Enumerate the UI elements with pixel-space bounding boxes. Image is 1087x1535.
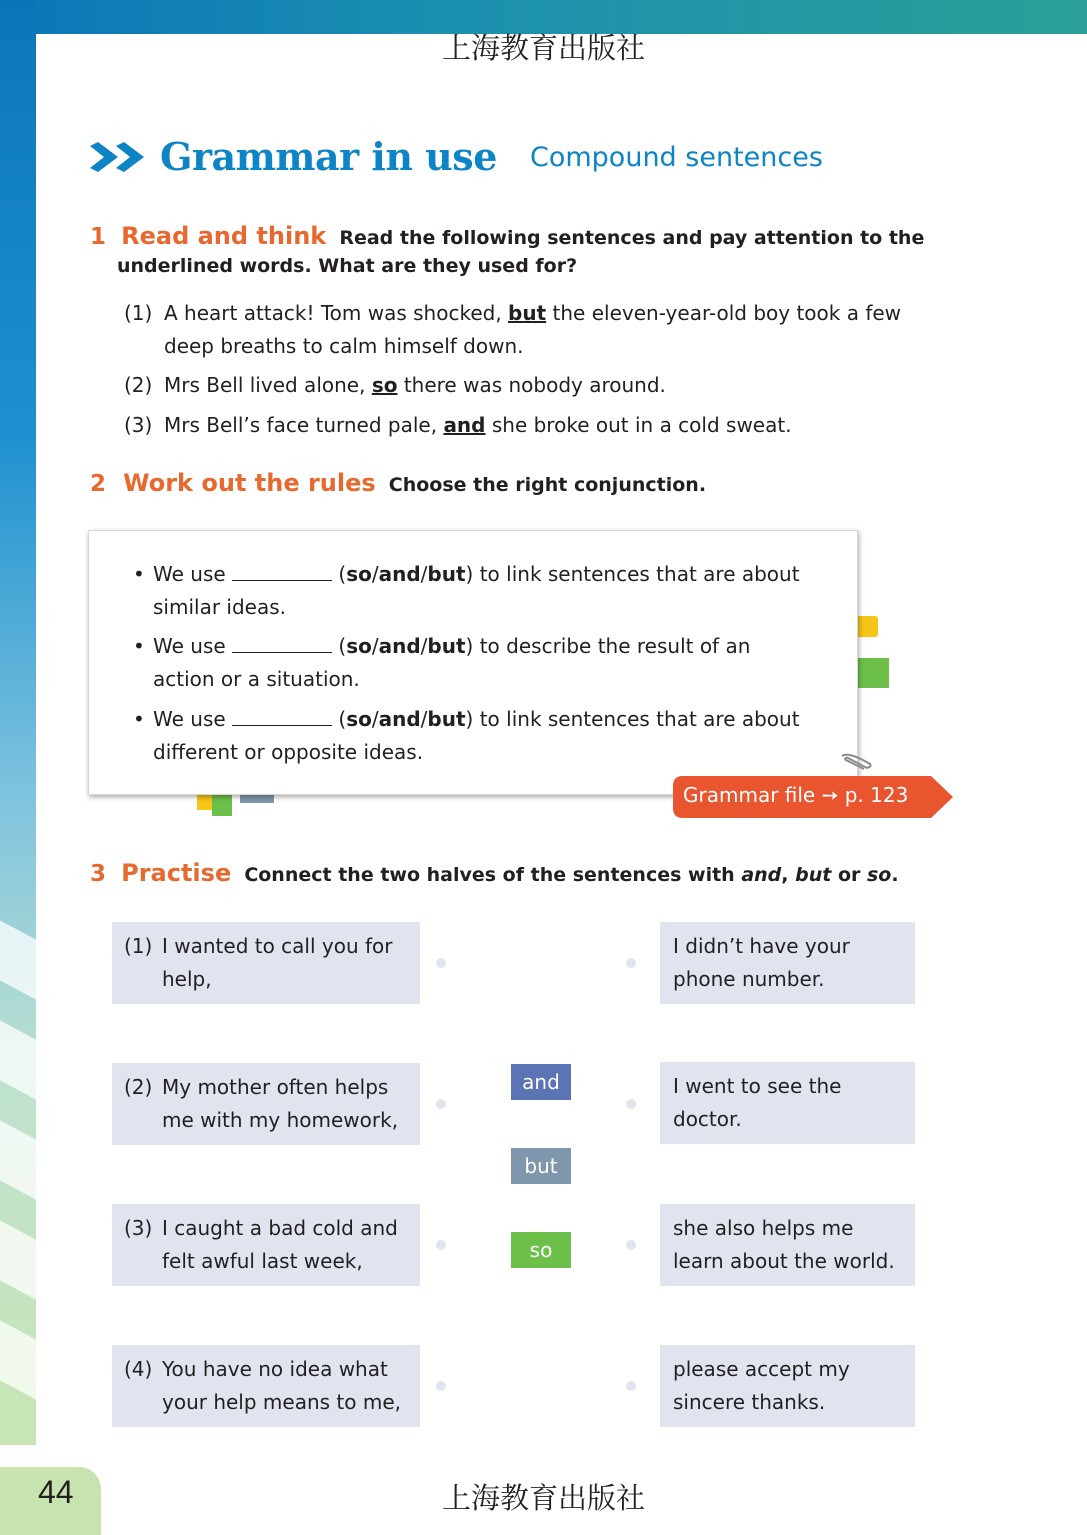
left-color-band: [0, 0, 36, 1445]
answer-blank[interactable]: [232, 632, 332, 653]
match-dot-left[interactable]: [436, 958, 446, 968]
underlined-conjunction: and: [443, 413, 486, 437]
rule-item: • We use (so/and/but) to link sentences that are about different or opposite ideas.: [153, 703, 833, 769]
choice-word: but: [427, 634, 466, 658]
section-number: 2: [90, 471, 107, 497]
publisher-watermark-bottom: 上海教育出版社: [441, 1481, 645, 1515]
card-line: your help means to me,: [162, 1390, 401, 1414]
rule-text: We use: [153, 707, 226, 731]
card-line: You have no idea what: [162, 1357, 388, 1381]
choice-word: and: [378, 562, 421, 586]
sentence-text: she broke out in a cold sweat.: [485, 413, 792, 437]
sentence-text: deep breaths to calm himself down.: [164, 334, 524, 358]
instruction-text: ,: [781, 864, 796, 886]
card-line: My mother often helps: [162, 1075, 389, 1099]
paperclip-icon: [838, 750, 874, 772]
section-instruction: [244, 864, 898, 886]
bullet: •: [133, 562, 145, 586]
right-half-card[interactable]: [660, 1345, 915, 1427]
conjunction-chip-so[interactable]: so: [511, 1232, 571, 1268]
band-stripe: [0, 1020, 36, 1099]
choice-word: but: [427, 562, 466, 586]
rule-text: We use: [153, 634, 226, 658]
bullet: •: [133, 707, 145, 731]
card-text: [673, 1212, 913, 1278]
right-half-card[interactable]: [660, 1062, 915, 1144]
example-sentence: [124, 409, 944, 442]
sentence-text: Mrs Bell lived alone,: [164, 373, 372, 397]
section-title: Work out the rules: [123, 469, 376, 497]
match-dot-right[interactable]: [626, 1099, 636, 1109]
card-text: [162, 1212, 412, 1278]
card-line: learn about the world.: [673, 1249, 895, 1273]
card-line: please accept my: [673, 1357, 850, 1381]
card-line: help,: [162, 967, 212, 991]
right-half-card[interactable]: [660, 922, 915, 1004]
section-1-heading: [90, 222, 924, 250]
section-3-heading: [90, 859, 899, 887]
card-line: sincere thanks.: [673, 1390, 826, 1414]
item-number: (4): [124, 1357, 153, 1381]
instruction-emphasis: and: [741, 864, 782, 886]
left-half-card[interactable]: [112, 922, 420, 1004]
item-number: (1): [124, 301, 153, 325]
item-number: (1): [124, 934, 153, 958]
card-line: doctor.: [673, 1107, 742, 1131]
card-text: [162, 930, 412, 996]
band-stripe: [0, 1320, 36, 1399]
rule-text: different or opposite ideas.: [153, 740, 424, 764]
conjunction-chip-but[interactable]: but: [511, 1148, 571, 1184]
card-line: felt awful last week,: [162, 1249, 363, 1273]
instruction-text: .: [891, 864, 899, 886]
item-number: (3): [124, 413, 153, 437]
match-dot-right[interactable]: [626, 958, 636, 968]
page-number: 44: [38, 1474, 74, 1510]
card-line: I wanted to call you for: [162, 934, 393, 958]
item-number: (2): [124, 1075, 153, 1099]
section-instruction-line2: underlined words. What are they used for?: [117, 255, 578, 277]
section-title: Read and think: [121, 222, 327, 250]
section-title: Practise: [121, 859, 232, 887]
answer-blank[interactable]: [232, 560, 332, 581]
card-line: I caught a bad cold and: [162, 1216, 398, 1240]
choice-word: but: [427, 707, 466, 731]
item-number: (2): [124, 373, 153, 397]
sentence-text: the eleven-year-old boy took a few: [546, 301, 902, 325]
card-text: [162, 1353, 412, 1419]
section-number: 3: [90, 861, 107, 887]
right-half-card[interactable]: [660, 1204, 915, 1286]
underlined-conjunction: so: [371, 373, 398, 397]
choice-word: so: [346, 562, 372, 586]
rule-item: • We use (so/and/but) to link sentences that are about similar ideas.: [153, 558, 833, 624]
card-line: I didn’t have your: [673, 934, 850, 958]
card-text: [162, 1071, 412, 1137]
instruction-text: Connect the two halves of the sentences with: [244, 864, 742, 886]
card-text: [673, 1070, 913, 1136]
conjunction-chip-and[interactable]: and: [511, 1064, 571, 1100]
rule-text: to describe the result of an: [473, 634, 751, 658]
grammar-file-link[interactable]: Grammar file ➙ p. 123: [683, 783, 909, 807]
card-line: she also helps me: [673, 1216, 854, 1240]
left-half-card[interactable]: [112, 1063, 420, 1145]
choice-word: so: [346, 634, 372, 658]
card-line: phone number.: [673, 967, 825, 991]
rules-box: [88, 530, 858, 795]
answer-blank[interactable]: [232, 705, 332, 726]
card-text: [673, 930, 913, 996]
page-subtitle: Compound sentences: [530, 142, 823, 173]
band-stripe: [0, 1120, 36, 1199]
card-line: me with my homework,: [162, 1108, 399, 1132]
underlined-conjunction: but: [508, 301, 547, 325]
publisher-watermark-top: 上海教育出版社: [441, 31, 645, 65]
section-number: 1: [90, 224, 107, 250]
choice-word: so: [346, 707, 372, 731]
instruction-text: or: [831, 864, 867, 886]
choice-word: and: [378, 634, 421, 658]
bullet: •: [133, 634, 145, 658]
match-dot-left[interactable]: [436, 1240, 446, 1250]
sentence-text: A heart attack! Tom was shocked,: [164, 301, 509, 325]
sentence-text: there was nobody around.: [397, 373, 666, 397]
rule-text: action or a situation.: [153, 667, 360, 691]
rule-text: similar ideas.: [153, 595, 286, 619]
match-dot-right[interactable]: [626, 1240, 636, 1250]
section-instruction: Choose the right conjunction.: [388, 474, 707, 496]
left-half-card[interactable]: [112, 1345, 420, 1427]
double-chevron-icon: [88, 138, 150, 176]
section-instruction: Read the following sentences and pay attention to the: [339, 227, 925, 249]
band-stripe: [0, 920, 36, 999]
instruction-emphasis: so: [866, 864, 892, 886]
example-sentence: [124, 369, 944, 402]
match-dot-left[interactable]: [436, 1099, 446, 1109]
card-text: [673, 1353, 913, 1419]
page-title: Grammar in use: [160, 134, 497, 179]
match-dot-right[interactable]: [626, 1381, 636, 1391]
band-stripe: [0, 1220, 36, 1299]
left-half-card[interactable]: [112, 1204, 420, 1286]
section-2-heading: [90, 469, 706, 497]
rule-item: • We use (so/and/but) to describe the result of an action or a situation.: [153, 630, 833, 696]
instruction-emphasis: but: [795, 864, 832, 886]
example-sentence: [124, 297, 944, 363]
rule-text: to link sentences that are about: [473, 562, 800, 586]
match-dot-left[interactable]: [436, 1381, 446, 1391]
sentence-text: Mrs Bell’s face turned pale,: [164, 413, 444, 437]
rule-text: We use: [153, 562, 226, 586]
item-number: (3): [124, 1216, 153, 1240]
card-line: I went to see the: [673, 1074, 842, 1098]
choice-word: and: [378, 707, 421, 731]
rule-text: to link sentences that are about: [473, 707, 800, 731]
